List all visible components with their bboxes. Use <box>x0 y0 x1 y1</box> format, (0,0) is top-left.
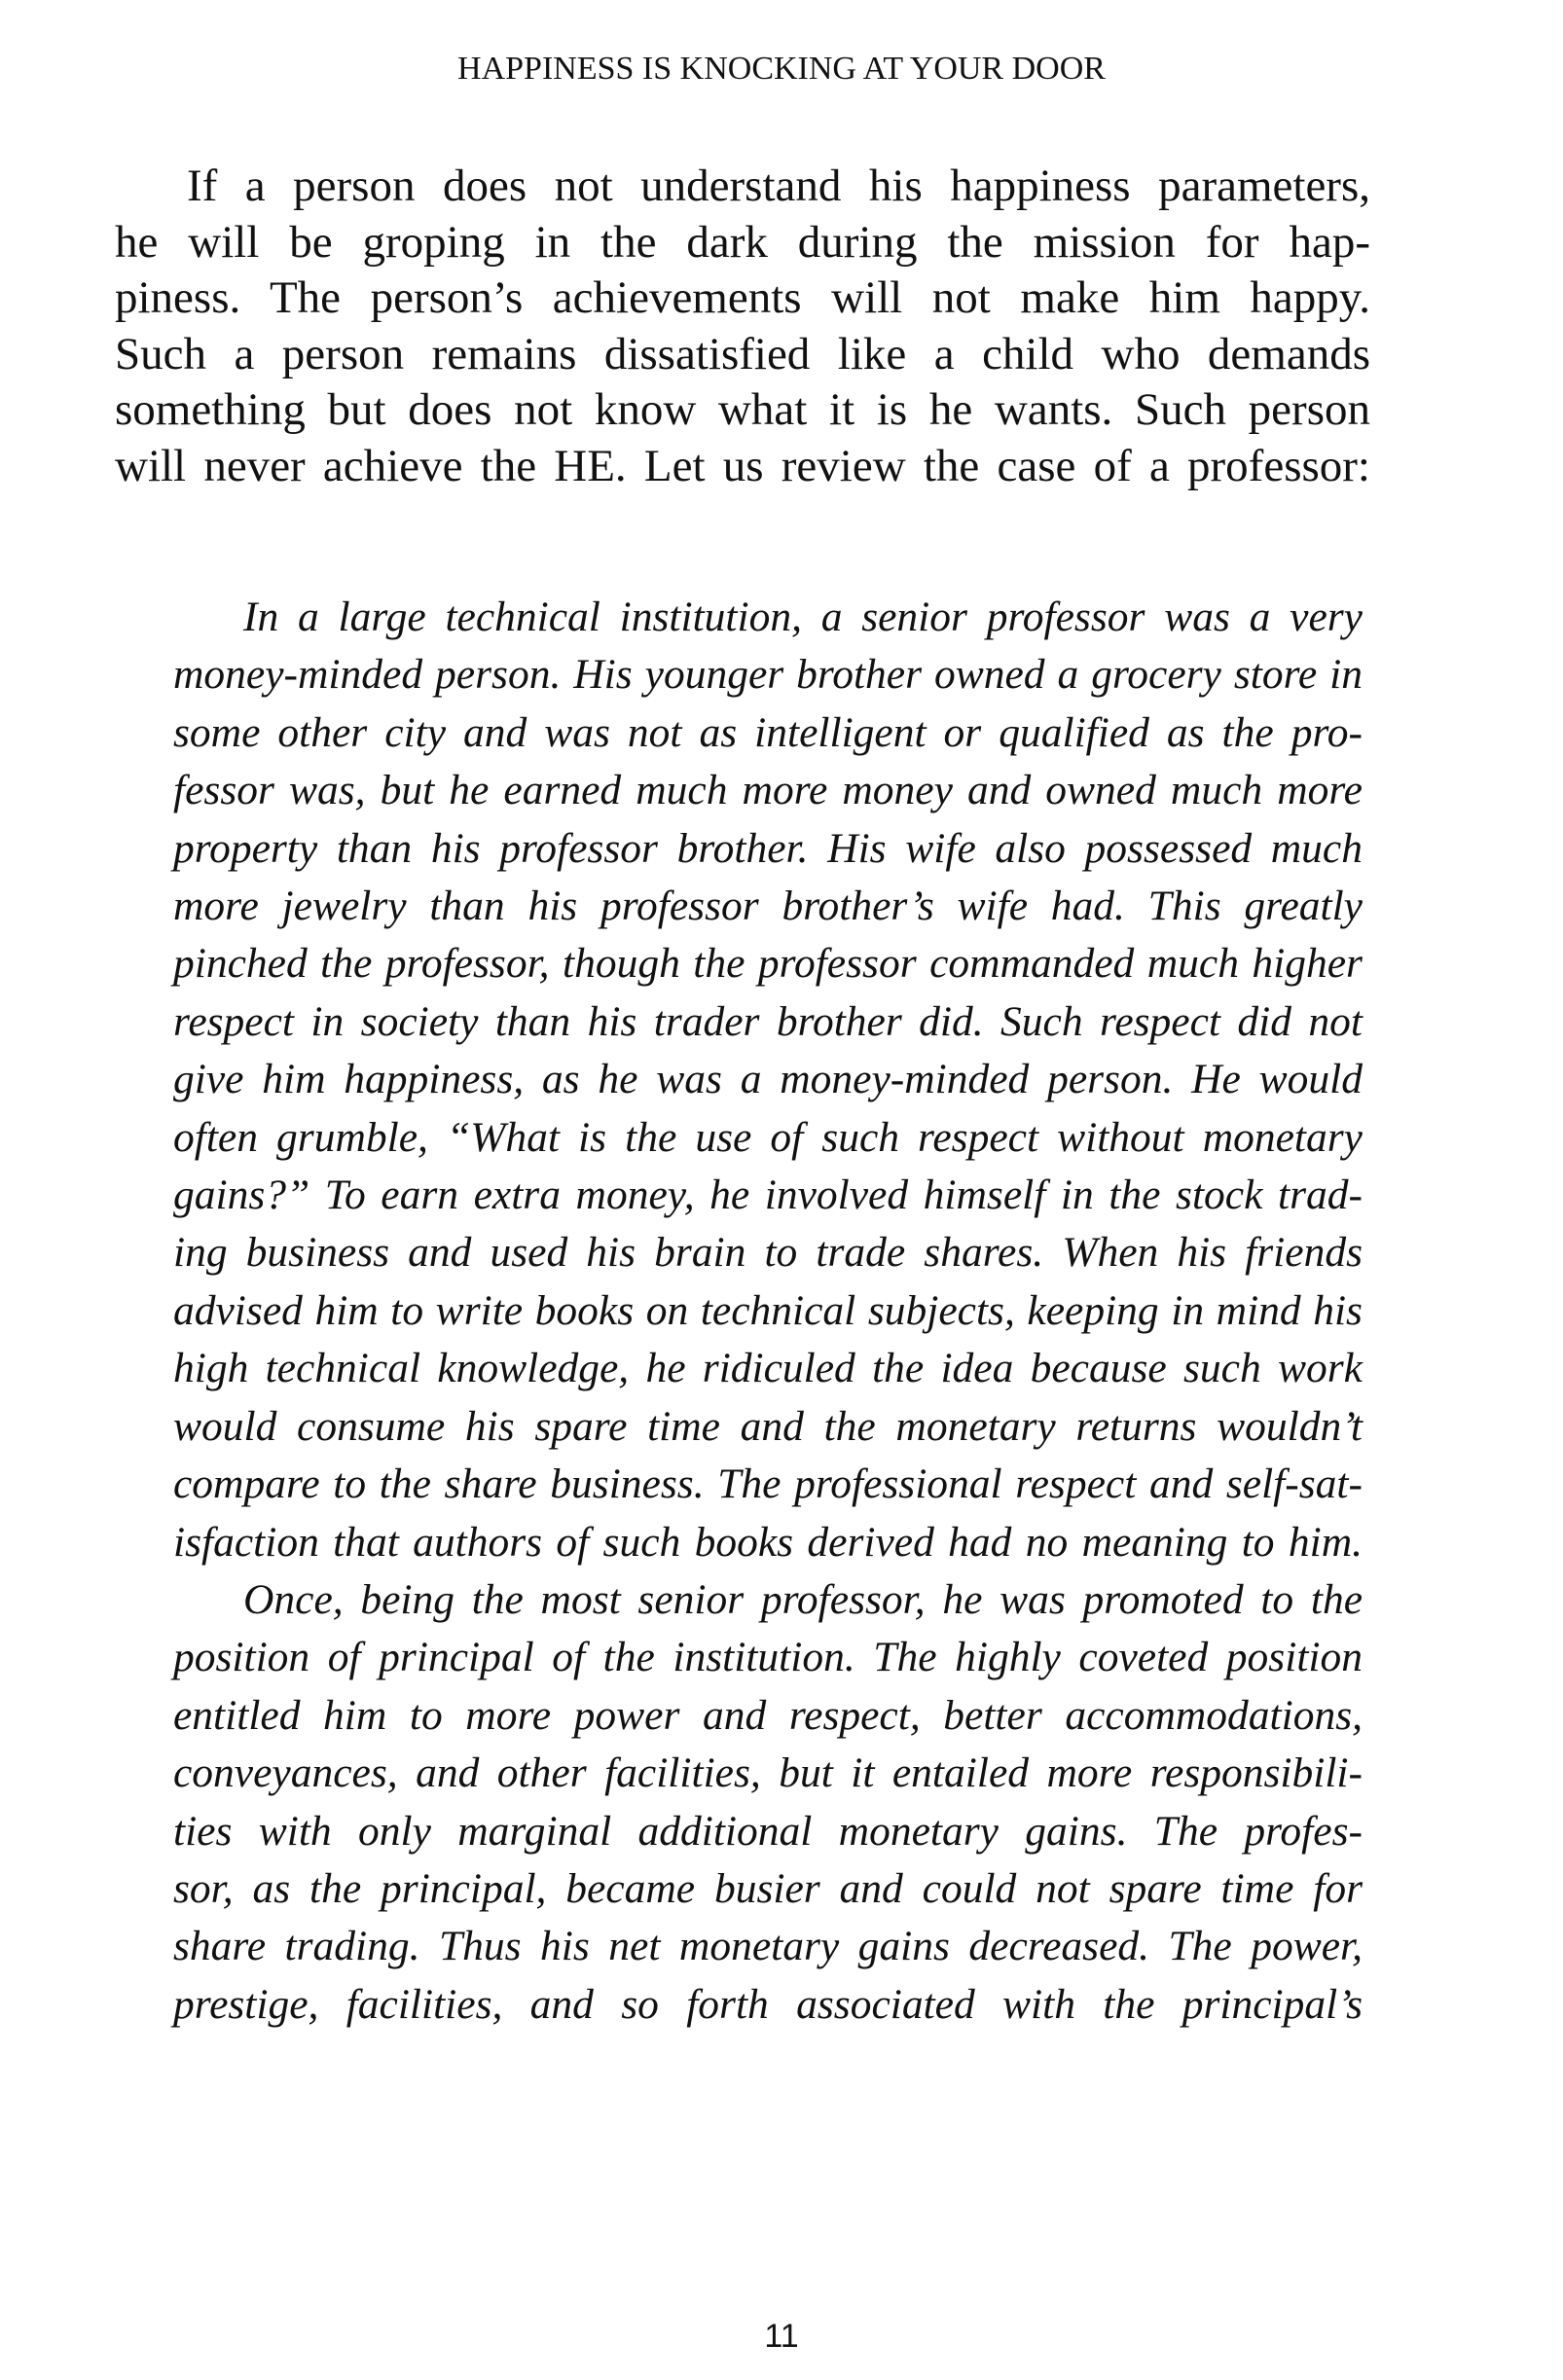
text-line: compare to the share business. The professional respect and self-sat- <box>173 1460 1363 1508</box>
text-line: property than his professor brother. His wife also possessed much <box>173 824 1363 872</box>
text-line: prestige, facilities, and so forth associated with the principal’s <box>173 1980 1363 2028</box>
text-line: money-minded person. His younger brother owned a grocery store in <box>173 651 1363 699</box>
intro-paragraph <box>115 159 1370 494</box>
text-line: position of principal of the institution. The highly coveted position <box>173 1634 1363 1681</box>
text-line: share trading. Thus his net monetary gains decreased. The power, <box>173 1923 1363 1970</box>
text-line: Once, being the most senior professor, he was promoted to the <box>243 1575 1363 1623</box>
text-line: gains?” To earn extra money, he involved himself in the stock trad- <box>173 1172 1363 1219</box>
story-paragraph-2 <box>173 1571 1363 2034</box>
text-line: often grumble, “What is the use of such respect without monetary <box>173 1113 1363 1161</box>
text-line: conveyances, and other facilities, but it entailed more responsibili- <box>173 1749 1363 1797</box>
text-line: isfaction that authors of such books derived had no meaning to him. <box>173 1518 1363 1566</box>
story-block-quote <box>173 589 1363 2034</box>
running-header-title: HAPPINESS IS KNOCKING AT YOUR DOOR <box>457 51 1106 87</box>
text-line: give him happiness, as he was a money-minded person. He would <box>173 1056 1363 1103</box>
text-line: Such a person remains dissatisfied like a child who demands <box>115 328 1370 379</box>
text-line: more jewelry than his professor brother’s wife had. This greatly <box>173 883 1363 930</box>
text-line: would consume his spare time and the monetary returns wouldn’t <box>173 1402 1363 1450</box>
text-line: some other city and was not as intelligent or qualified as the pro- <box>173 708 1363 756</box>
text-line: ing business and used his brain to trade shares. When his friends <box>173 1229 1363 1277</box>
story-paragraph-1 <box>173 589 1363 1571</box>
text-line: entitled him to more power and respect, better accommodations, <box>173 1691 1363 1739</box>
text-line: high technical knowledge, he ridiculed the idea because such work <box>173 1345 1363 1392</box>
text-line: pinched the professor, though the professor commanded much higher <box>173 940 1363 988</box>
text-line: something but does not know what it is he wants. Such person <box>115 384 1370 435</box>
text-line: piness. The person’s achievements will not make him happy. <box>115 272 1370 323</box>
text-line: he will be groping in the dark during the mission for hap- <box>115 216 1370 268</box>
text-line: respect in society than his trader brother did. Such respect did not <box>173 997 1363 1045</box>
page-number: 11 <box>764 2318 799 2355</box>
text-line: ties with only marginal additional monetary gains. The profes- <box>173 1807 1363 1855</box>
text-line: advised him to write books on technical subjects, keeping in mind his <box>173 1286 1363 1334</box>
text-line: fessor was, but he earned much more money and owned much more <box>173 767 1363 814</box>
text-line: If a person does not understand his happiness parameters, <box>187 161 1370 211</box>
text-line: In a large technical institution, a senior professor was a very <box>243 594 1363 640</box>
text-line: sor, as the principal, became busier and could not spare time for <box>173 1864 1363 1912</box>
text-line: will never achieve the HE. Let us review the case of a professor: <box>115 440 1370 491</box>
